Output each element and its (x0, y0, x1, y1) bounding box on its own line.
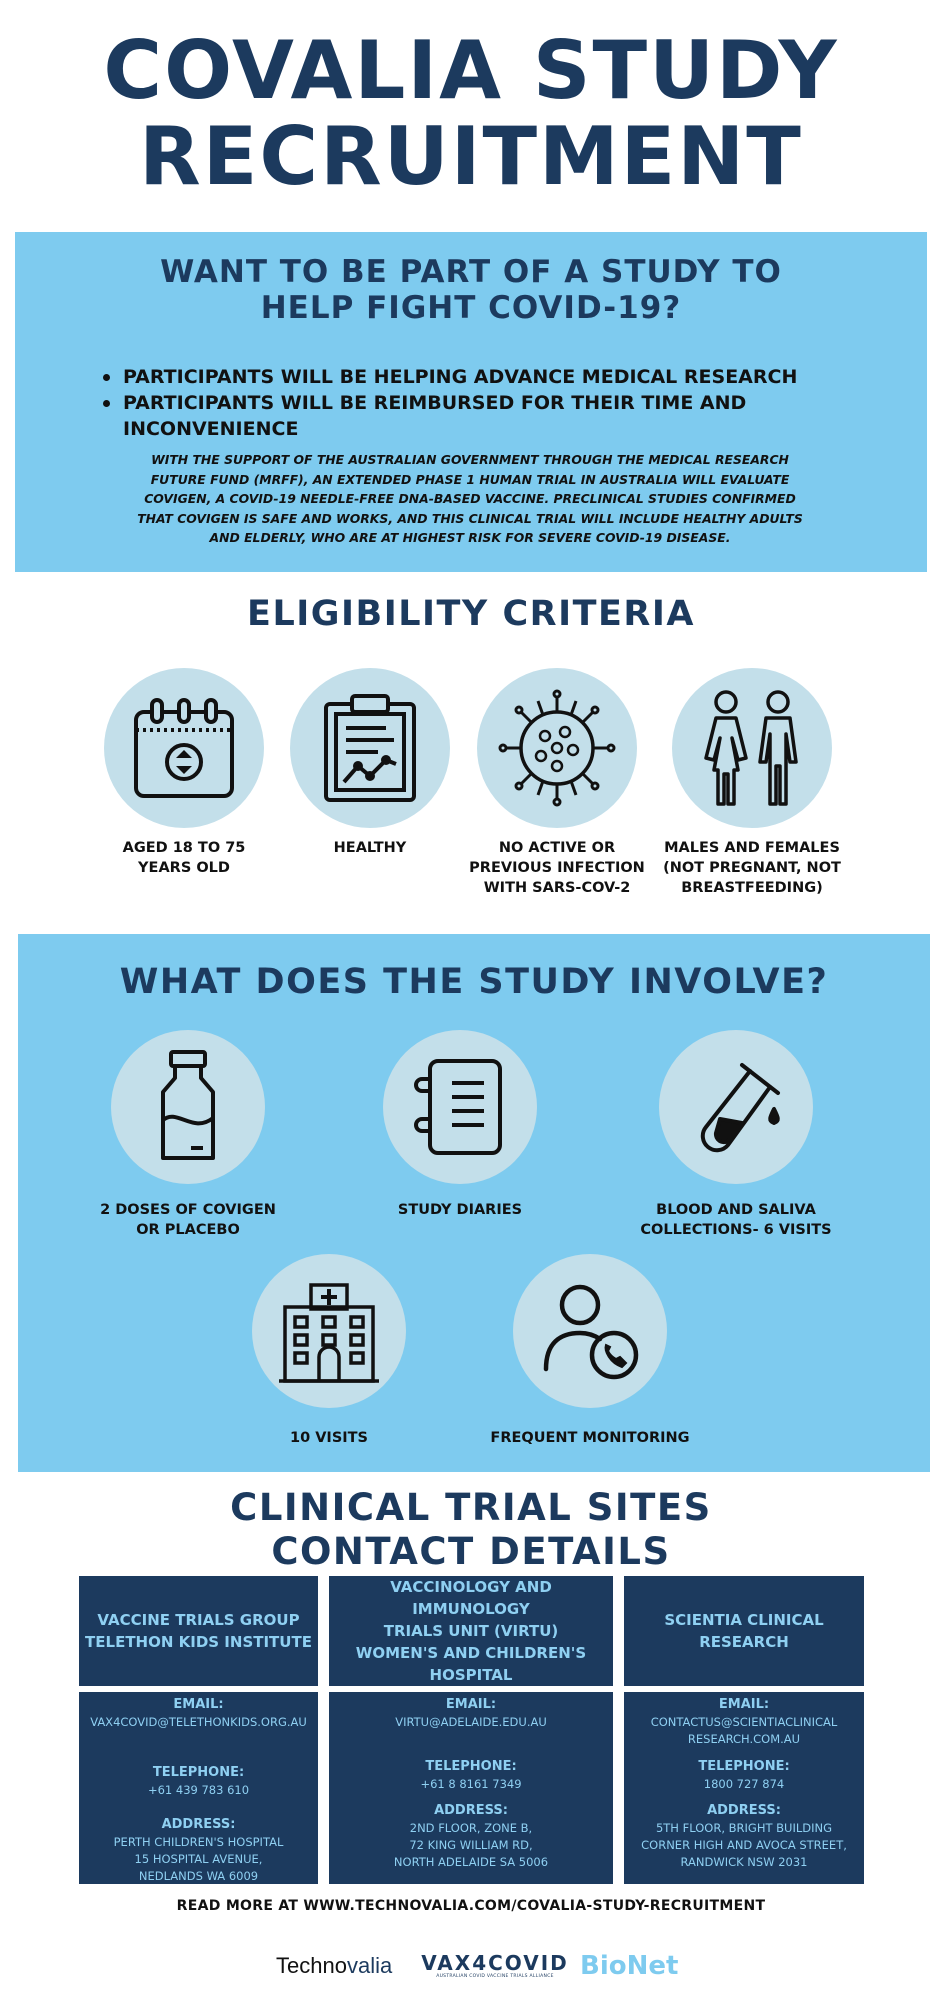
eligibility-caption-infection: NO ACTIVE OR PREVIOUS INFECTION WITH SARS-COV-2 (469, 840, 645, 896)
intro-heading-line-1: WANT TO BE PART OF A STUDY TO (160, 254, 782, 290)
intro-bullet-list (103, 364, 903, 442)
notebook-icon (383, 1030, 537, 1184)
site-contact-telethon: EMAIL: VAX4COVID@TELETHONKIDS.ORG.AU TELEPHONE: +61 439 783 610 ADDRESS: PERTH CHILDREN'S HOSPITAL 15 HOSPITAL AVENUE, NEDLANDS WA 6009 (79, 1692, 318, 1884)
title-line-1: COVALIA STUDY (103, 24, 839, 117)
virus-icon (477, 668, 637, 828)
calendar-icon (104, 668, 264, 828)
vax4covid-logo: VAX4COVID AUSTRALIAN COVID VACCINE TRIALS ALLIANCE (421, 1951, 569, 1979)
eligibility-heading: ELIGIBILITY CRITERIA (247, 594, 695, 634)
involve-caption-diaries: STUDY DIARIES (397, 1202, 523, 1218)
site-name-scientia: SCIENTIA CLINICAL RESEARCH (624, 1576, 864, 1686)
male-female-icon (672, 668, 832, 828)
involve-caption-visits: 10 VISITS (289, 1430, 368, 1446)
title-line-2: RECRUITMENT (139, 110, 803, 203)
site-name-telethon: VACCINE TRIALS GROUP TELETHON KIDS INSTITUTE (79, 1576, 318, 1686)
intro-bullet: PARTICIPANTS WILL BE HELPING ADVANCE MEDICAL RESEARCH (103, 364, 903, 390)
site-email[interactable]: VIRTU@ADELAIDE.EDU.AU (395, 1715, 547, 1729)
eligibility-caption-sex: MALES AND FEMALES (NOT PREGNANT, NOT BREASTFEEDING) (663, 840, 841, 896)
user-phone-icon (513, 1254, 667, 1408)
site-email[interactable]: CONTACTUS@SCIENTIACLINICAL RESEARCH.COM.AU (650, 1715, 838, 1746)
site-contact-scientia: EMAIL: CONTACTUS@SCIENTIACLINICAL RESEARCH.COM.AU TELEPHONE: 1800 727 874 ADDRESS: 5TH FLOOR, BRIGHT BUILDING CORNER HIGH AND AVOCA STREET, RANDWICK NSW 2031 (624, 1692, 864, 1884)
intro-panel (15, 232, 927, 572)
site-contact-virtu: EMAIL: VIRTU@ADELAIDE.EDU.AU TELEPHONE: +61 8 8161 7349 ADDRESS: 2ND FLOOR, ZONE B, 72 KING WILLIAM RD, NORTH ADELAIDE SA 5006 (329, 1692, 613, 1884)
eligibility-caption-age: AGED 18 TO 75 YEARS OLD (122, 840, 246, 876)
site-telephone[interactable]: 1800 727 874 (703, 1777, 785, 1791)
site-telephone[interactable]: +61 439 783 610 (147, 1783, 250, 1797)
intro-bullet: PARTICIPANTS WILL BE REIMBURSED FOR THEIR TIME AND INCONVENIENCE (103, 390, 903, 442)
page-title (0, 24, 942, 203)
involve-caption-monitoring: FREQUENT MONITORING (490, 1430, 690, 1446)
sites-heading (0, 1486, 942, 1574)
technovalia-logo: Technovalia (276, 1953, 393, 1978)
sites-heading-line-2: CONTACT DETAILS (271, 1530, 671, 1573)
hospital-icon (252, 1254, 406, 1408)
eligibility-caption-healthy: HEALTHY (333, 840, 407, 856)
involve-caption-doses: 2 DOSES OF COVIGEN OR PLACEBO (100, 1202, 276, 1238)
involve-heading: WHAT DOES THE STUDY INVOLVE? (119, 962, 829, 1002)
sites-heading-line-1: CLINICAL TRIAL SITES (230, 1486, 712, 1529)
involve-caption-collections: BLOOD AND SALIVA COLLECTIONS- 6 VISITS (640, 1202, 832, 1238)
intro-heading (15, 254, 927, 326)
site-telephone[interactable]: +61 8 8161 7349 (420, 1777, 522, 1791)
intro-heading-line-2: HELP FIGHT COVID-19? (260, 290, 682, 326)
involve-panel (18, 934, 930, 1472)
clipboard-chart-icon (290, 668, 450, 828)
bionet-logo: BioNet (580, 1951, 679, 1981)
site-name-virtu: VACCINOLOGY AND IMMUNOLOGY TRIALS UNIT (VIRTU) WOMEN'S AND CHILDREN'S HOSPITAL (329, 1576, 613, 1686)
intro-paragraph: WITH THE SUPPORT OF THE AUSTRALIAN GOVERNMENT THROUGH THE MEDICAL RESEARCH FUTURE FUND (MRFF), AN EXTENDED PHASE 1 HUMAN TRIAL IN AUSTRALIA WILL EVALUATE COVIGEN, A COVID-19 NEEDLE-FREE DNA-BASED VACCINE. PRECLINICAL STUDIES CONFIRMED THAT COVIGEN IS SAFE AND WORKS, AND THIS CLINICAL TRIAL WILL INCLUDE HEALTHY ADULTS AND ELDERLY, WHO ARE AT HIGHEST RISK FOR SEVERE COVID-19 DISEASE. (137, 452, 803, 545)
vial-icon (111, 1030, 265, 1184)
test-tube-icon (659, 1030, 813, 1184)
site-email[interactable]: VAX4COVID@TELETHONKIDS.ORG.AU (90, 1715, 307, 1729)
read-more-link[interactable]: READ MORE AT WWW.TECHNOVALIA.COM/COVALIA-STUDY-RECRUITMENT (176, 1898, 766, 1914)
